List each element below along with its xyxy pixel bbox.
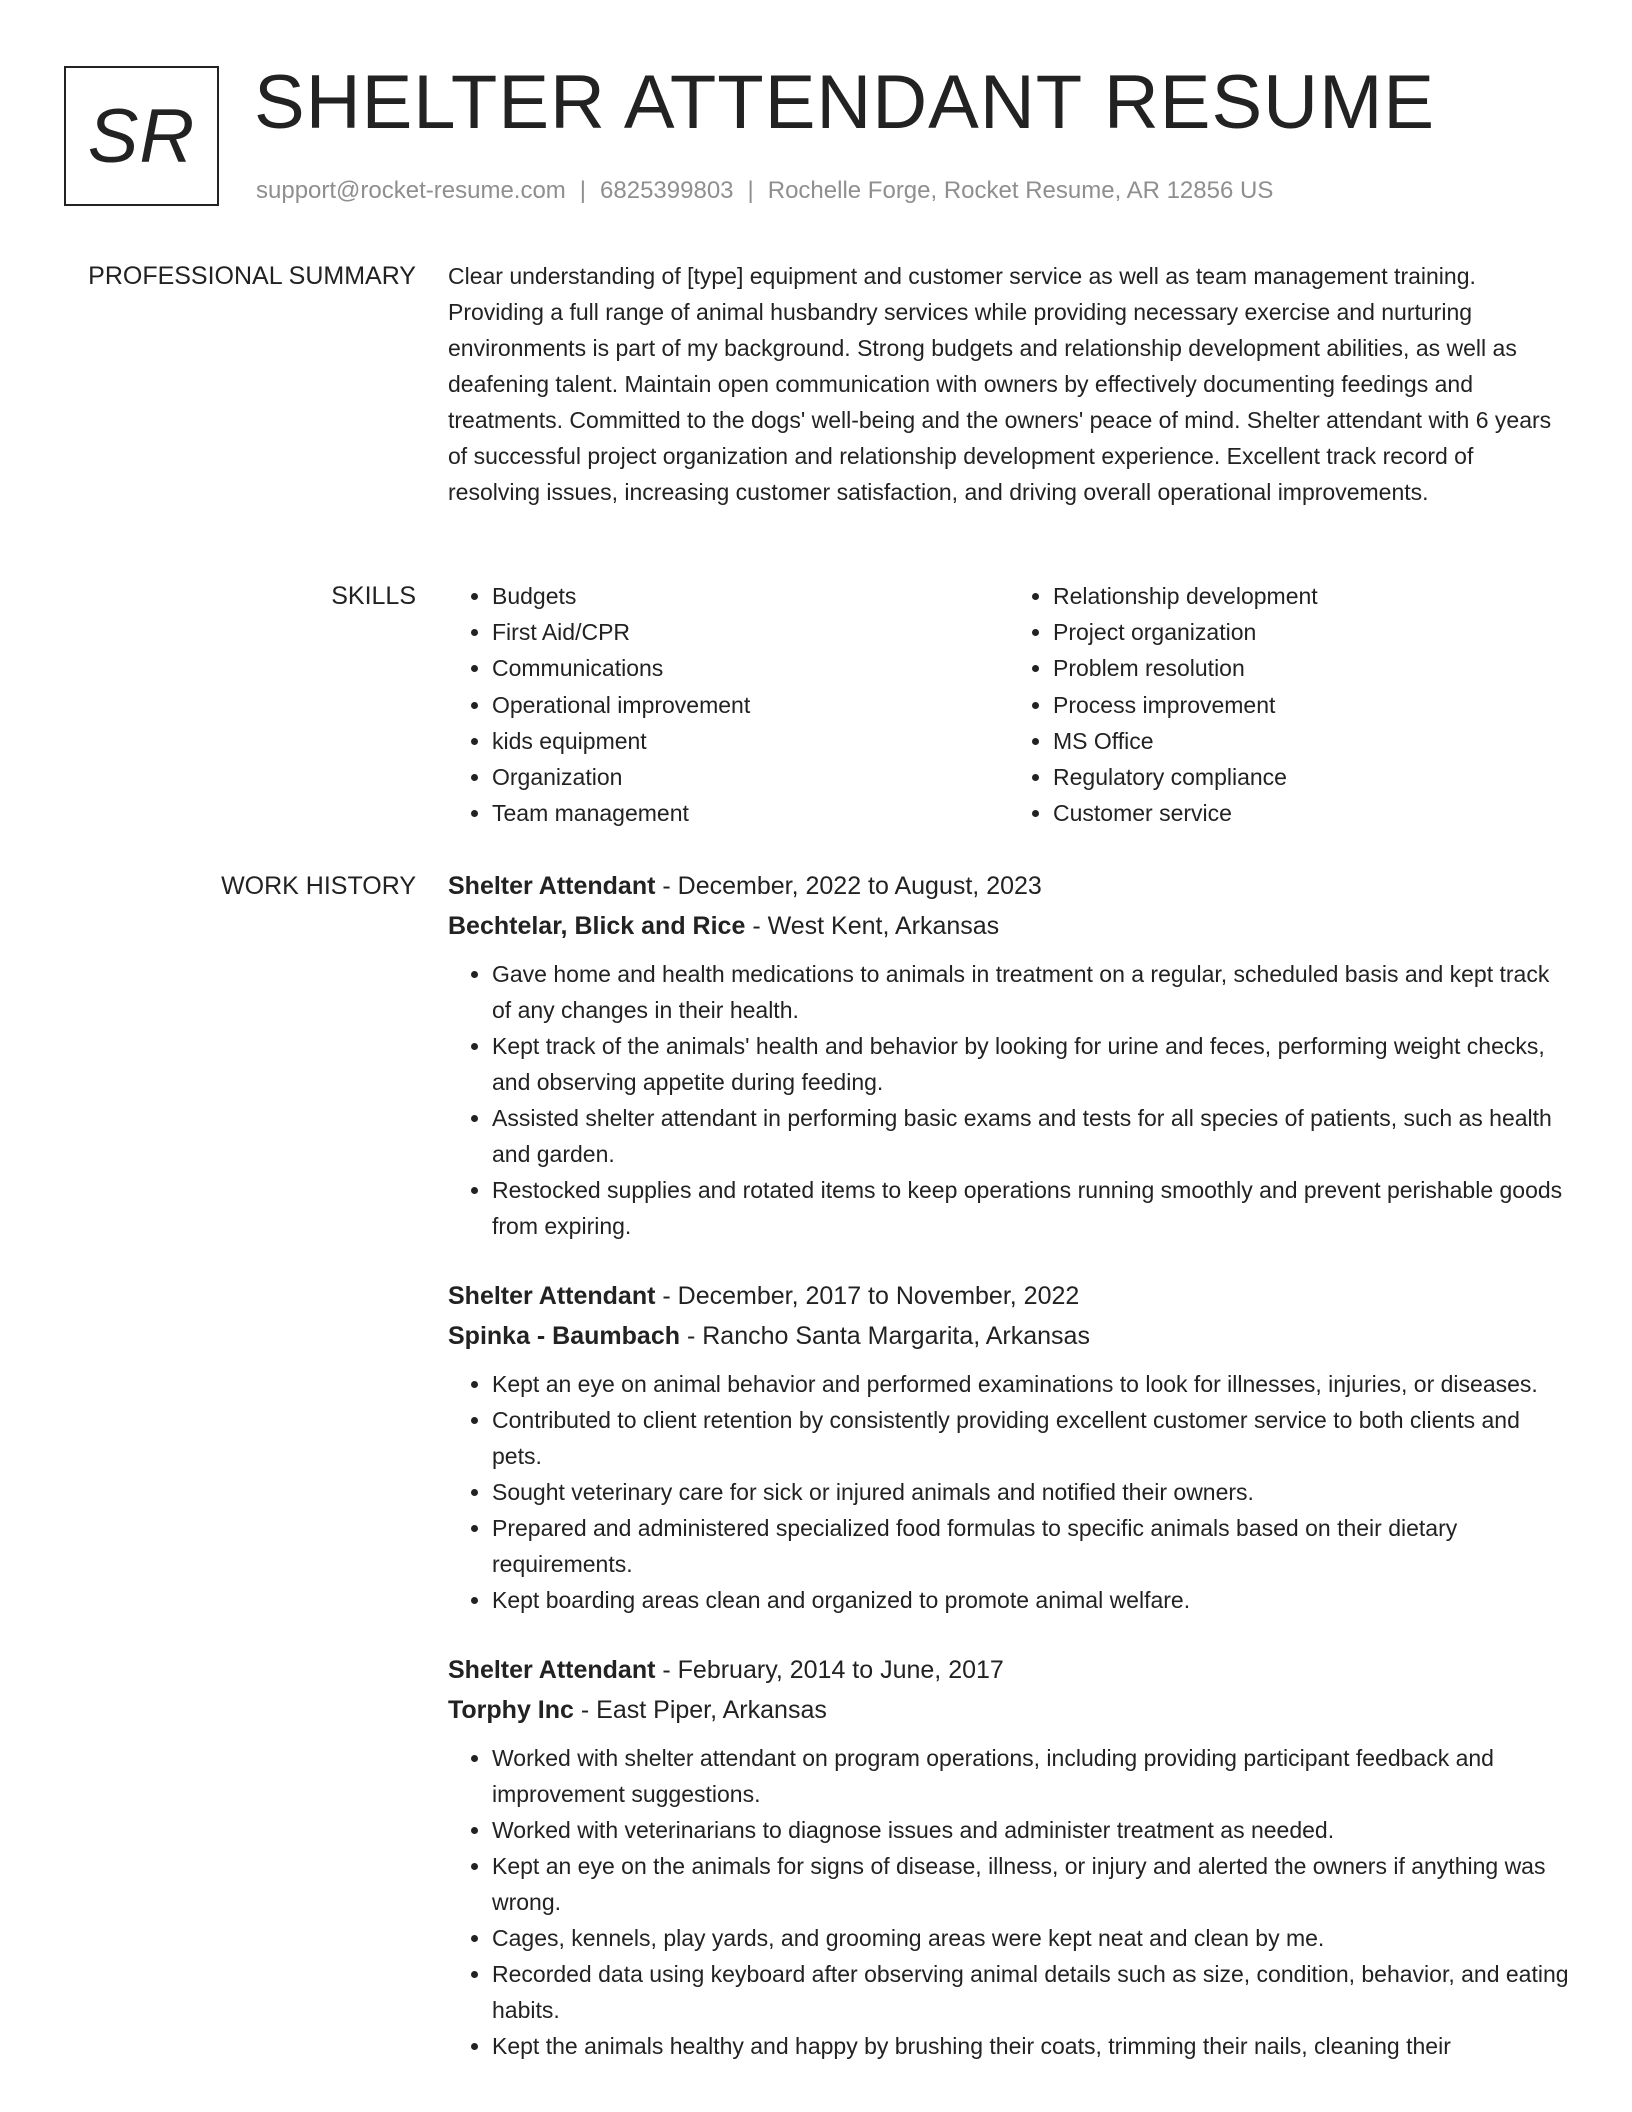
skill-item: • Organization — [492, 759, 1009, 795]
job-bullet: • Kept the animals healthy and happy by brushing their coats, trimming their nails, cleaning their — [492, 2028, 1570, 2064]
job-bullets — [448, 956, 1570, 1244]
skill-item: • kids equipment — [492, 723, 1009, 759]
skill-item: • Customer service — [1053, 795, 1570, 831]
job-title-line — [448, 866, 1570, 906]
job-company-line — [448, 1690, 1570, 1730]
job-location: West Kent, Arkansas — [767, 912, 1000, 940]
job-dash: - — [686, 1322, 696, 1350]
job-company: Spinka - Baumbach — [448, 1322, 680, 1350]
job-company: Torphy Inc — [448, 1696, 574, 1724]
job-bullet: • Contributed to client retention by consistently providing excellent customer service to both clients and pets. — [492, 1402, 1570, 1474]
job-dash: - — [662, 1282, 671, 1310]
job-entry — [448, 1650, 1570, 2064]
job-title: Shelter Attendant — [448, 872, 656, 900]
skills-list-left — [448, 578, 1009, 831]
job-bullet: • Kept track of the animals' health and behavior by looking for urine and feces, performing weight checks, and observing appetite during feeding. — [492, 1028, 1570, 1100]
job-bullets — [448, 1740, 1570, 2064]
contact-separator: | — [747, 177, 754, 204]
skill-item: • Relationship development — [1053, 578, 1570, 614]
skill-item: • Process improvement — [1053, 687, 1570, 723]
contact-email[interactable]: support@rocket-resume.com — [256, 177, 566, 204]
skill-item: • Problem resolution — [1053, 650, 1570, 686]
skill-item: • Budgets — [492, 578, 1009, 614]
job-bullet: • Sought veterinary care for sick or injured animals and notified their owners. — [492, 1474, 1570, 1510]
skills-list-right — [1009, 578, 1570, 831]
job-company-line — [448, 1316, 1570, 1356]
job-dash: - — [662, 1656, 671, 1684]
job-bullets — [448, 1366, 1570, 1618]
job-bullet: • Worked with shelter attendant on program operations, including providing participant feedback and improvement suggestions. — [492, 1740, 1570, 1812]
skill-item: • First Aid/CPR — [492, 614, 1009, 650]
job-bullet: • Prepared and administered specialized food formulas to specific animals based on their dietary requirements. — [492, 1510, 1570, 1582]
work-history-heading: WORK HISTORY — [221, 872, 416, 900]
job-dash: - — [580, 1696, 590, 1724]
job-dates: December, 2022 to August, 2023 — [677, 872, 1042, 900]
job-bullet: • Kept an eye on animal behavior and performed examinations to look for illnesses, injuries, or diseases. — [492, 1366, 1570, 1402]
job-title-line — [448, 1276, 1570, 1316]
job-company: Bechtelar, Blick and Rice — [448, 912, 746, 940]
job-title: Shelter Attendant — [448, 1282, 656, 1310]
job-title-line — [448, 1650, 1570, 1690]
work-history-body — [448, 866, 1570, 2096]
resume-title: SHELTER ATTENDANT RESUME — [254, 60, 1436, 145]
job-title: Shelter Attendant — [448, 1656, 656, 1684]
skill-item: • Team management — [492, 795, 1009, 831]
job-dates: December, 2017 to November, 2022 — [677, 1282, 1080, 1310]
summary-text: Clear understanding of [type] equipment and customer service as well as team management training. Providing a full range of animal husbandry services while providing necessary exercise and nurturing environments is part of my background. Strong budgets and relationship development abilities, as well as deafening talent. Maintain open communication with owners by effectively documenting feedings and treatments. Committed to the dogs' well-being and the owners' peace of mind. Shelter attendant with 6 years of successful project organization and relationship development experience. Excellent track record of resolving issues, increasing customer satisfaction, and driving overall operational improvements. — [448, 263, 1552, 505]
job-dash: - — [662, 872, 671, 900]
skill-item: • Project organization — [1053, 614, 1570, 650]
job-bullet: • Recorded data using keyboard after observing animal details such as size, condition, behavior, and eating habits. — [492, 1956, 1570, 2028]
job-dates: February, 2014 to June, 2017 — [677, 1656, 1004, 1684]
job-location: Rancho Santa Margarita, Arkansas — [702, 1322, 1090, 1350]
job-bullet: • Kept boarding areas clean and organized to promote animal welfare. — [492, 1582, 1570, 1618]
skills-heading: SKILLS — [331, 582, 416, 610]
job-bullet: • Worked with veterinarians to diagnose issues and administer treatment as needed. — [492, 1812, 1570, 1848]
job-bullet: • Restocked supplies and rotated items to keep operations running smoothly and prevent perishable goods from expiring. — [492, 1172, 1570, 1244]
contact-address: Rochelle Forge, Rocket Resume, AR 12856 US — [767, 177, 1274, 204]
job-location: East Piper, Arkansas — [596, 1696, 827, 1724]
job-bullet: • Cages, kennels, play yards, and grooming areas were kept neat and clean by me. — [492, 1920, 1570, 1956]
skill-item: • Operational improvement — [492, 687, 1009, 723]
skill-item: • MS Office — [1053, 723, 1570, 759]
contact-separator: | — [579, 177, 587, 204]
job-dash: - — [752, 912, 761, 940]
skills-body — [448, 578, 1570, 831]
job-entry — [448, 866, 1570, 1244]
monogram-initials: SR — [64, 66, 219, 206]
job-bullet: • Kept an eye on the animals for signs of disease, illness, or injury and alerted the owners if anything was wrong. — [492, 1848, 1570, 1920]
contact-phone[interactable]: 6825399803 — [600, 177, 734, 204]
summary-heading: PROFESSIONAL SUMMARY — [88, 262, 416, 290]
contact-line — [256, 176, 1273, 206]
summary-body — [448, 258, 1570, 510]
job-bullet: • Gave home and health medications to animals in treatment on a regular, scheduled basis and kept track of any changes in their health. — [492, 956, 1570, 1028]
job-entry — [448, 1276, 1570, 1618]
skills-columns — [448, 578, 1570, 831]
job-company-line — [448, 906, 1570, 946]
skill-item: • Regulatory compliance — [1053, 759, 1570, 795]
skill-item: • Communications — [492, 650, 1009, 686]
job-bullet: • Assisted shelter attendant in performing basic exams and tests for all species of patients, such as health and garden. — [492, 1100, 1570, 1172]
